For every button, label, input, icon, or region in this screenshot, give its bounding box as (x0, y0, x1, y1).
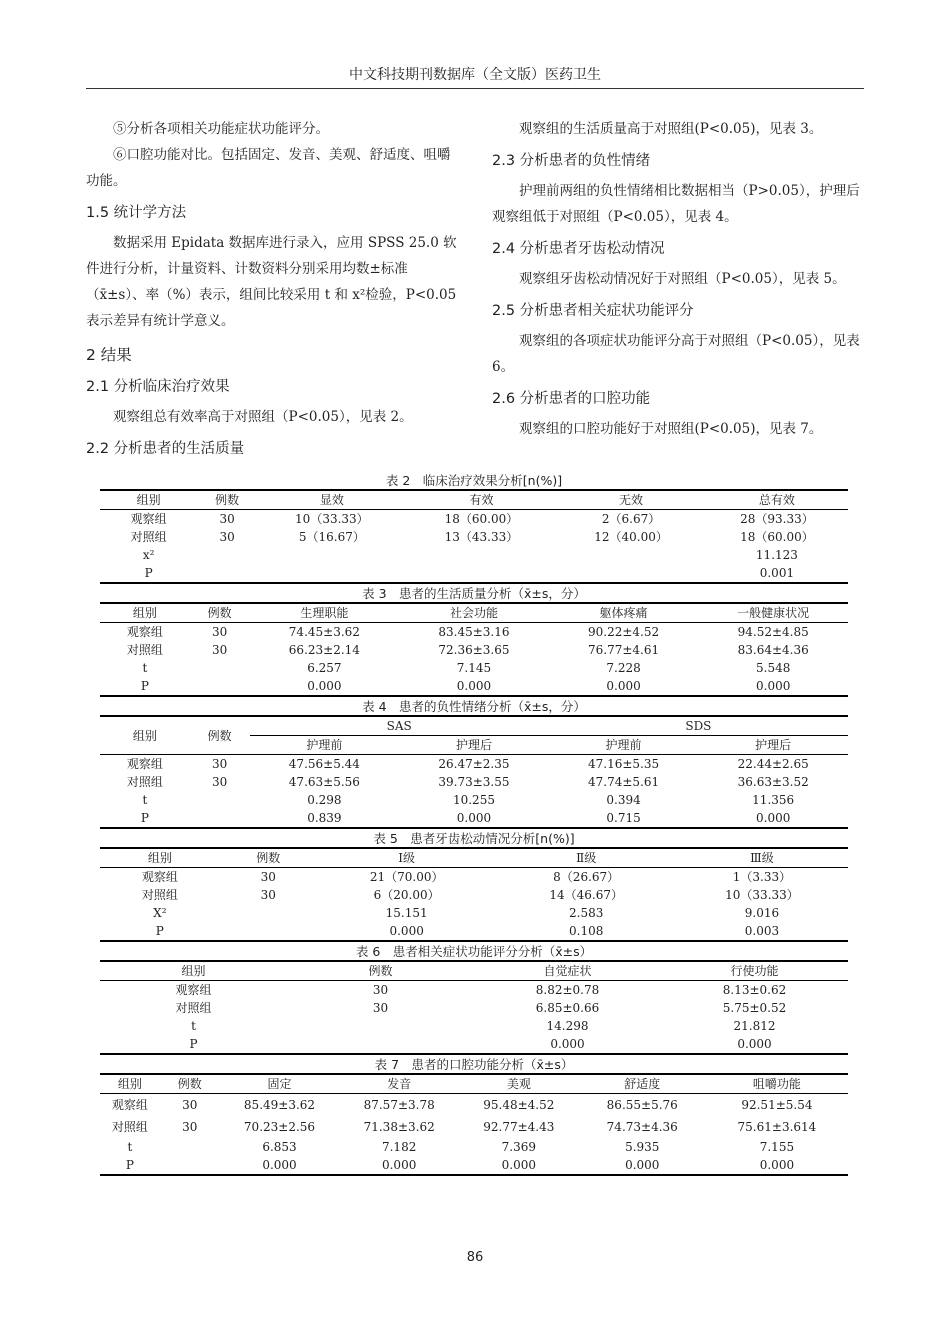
header-cell: Ⅱ级 (496, 848, 676, 868)
table-cell: 观察组 (130, 512, 167, 526)
table-header-row (100, 490, 848, 510)
table-cell (190, 659, 250, 677)
table-cell: 71.38±3.62 (363, 1119, 435, 1134)
table-cell: 30 (372, 983, 389, 997)
table-cell: t (142, 661, 148, 675)
table-cell: 30 (182, 1097, 198, 1112)
paragraph: 护理前两组的负性情绪相比数据相当（P>0.05），护理后观察组低于对照组（P<0.05），见表 4。 (492, 183, 860, 225)
header-cell: 咀嚼功能 (706, 1074, 848, 1094)
table-row (100, 528, 848, 546)
table-header-row (100, 848, 848, 868)
table-caption: 表 7 患者的口腔功能分析（x̄±s） (374, 1057, 574, 1072)
data-table (100, 602, 848, 697)
left-column (86, 116, 458, 466)
table-cell: t (127, 1140, 133, 1154)
table-cell: 10.255 (452, 793, 495, 807)
table-cell: 0.000 (625, 1158, 660, 1172)
table-cell: 6.85±0.66 (535, 1001, 600, 1015)
table-cell: t (191, 1019, 196, 1033)
header-cell: 组别 (100, 961, 287, 981)
table-cell (190, 677, 250, 696)
table-cell: 2.583 (569, 906, 604, 920)
table-row (100, 755, 848, 774)
table-cell: 92.77±4.43 (483, 1119, 555, 1134)
table-cell: 26.47±2.35 (438, 757, 510, 771)
table-cell: 30 (260, 888, 276, 902)
table-header-row (100, 961, 848, 981)
table-cell (407, 546, 557, 564)
table-cell: 观察组 (111, 1097, 148, 1112)
table-caption: 表 3 患者的生活质量分析（x̄±s，分） (362, 586, 586, 601)
table-cell: 0.000 (756, 679, 791, 693)
table-cell: 5.935 (625, 1140, 660, 1154)
table-cell (287, 1035, 474, 1054)
header-cell: 护理前 (250, 736, 400, 755)
table-cell: x² (142, 548, 155, 562)
section-heading: 2.2 分析患者的生活质量 (86, 441, 245, 457)
table-row (100, 1017, 848, 1035)
table-cell: 87.57±3.78 (363, 1097, 435, 1112)
table-cell: 18（60.00） (444, 512, 519, 526)
header-cell: 护理后 (698, 736, 848, 755)
table-cell: 7.182 (381, 1140, 417, 1154)
table-cell: 观察组 (175, 983, 212, 997)
table-row (100, 1138, 848, 1156)
table-cell: 0.000 (456, 679, 492, 693)
table-cell: 8.82±0.78 (535, 983, 600, 997)
table-row (100, 809, 848, 828)
header-cell: 组别 (100, 490, 197, 510)
header-cell: 例数 (160, 1074, 220, 1094)
table-row (100, 546, 848, 564)
table-cell: P (125, 1158, 134, 1172)
table-cell: 74.45±3.62 (288, 625, 360, 639)
table-caption: 表 5 患者牙齿松动情况分析[n(%)] (373, 831, 575, 846)
header-cell: 组别 (100, 716, 190, 755)
table-row (100, 868, 848, 887)
table-cell: 0.000 (381, 1158, 417, 1172)
table-cell: 对照组 (130, 530, 167, 544)
table-cell: 95.48±4.52 (483, 1097, 555, 1112)
table-cell: 对照组 (126, 775, 163, 789)
table-cell: 66.23±2.14 (288, 643, 360, 657)
table-cell: 0.715 (606, 811, 641, 825)
table-cell: 7.155 (759, 1140, 795, 1154)
table-row (100, 773, 848, 791)
paragraph: 观察组总有效率高于对照组（P<0.05），见表 2。 (113, 409, 413, 425)
table-header-row (100, 716, 848, 736)
data-table (100, 1073, 848, 1176)
table-cell: 6（20.00） (373, 888, 440, 902)
table-cell: 39.73±3.55 (438, 775, 510, 789)
table-cell: 0.839 (307, 811, 342, 825)
paragraph: 观察组的生活质量高于对照组(P<0.05)，见表 3。 (519, 121, 823, 137)
header-cell: Ⅲ级 (676, 848, 848, 868)
header-cell: 社会功能 (399, 603, 549, 623)
header-cell: 美观 (459, 1074, 579, 1094)
table-cell: 5（16.67） (298, 530, 365, 544)
table-cell: 21.812 (733, 1019, 776, 1033)
table-cell: 47.63±5.56 (288, 775, 360, 789)
table-cell: 0.000 (501, 1158, 537, 1172)
table-row (100, 623, 848, 642)
table-cell: 2（6.67） (601, 512, 661, 526)
header-cell: 例数 (220, 848, 317, 868)
table-cell: 11.123 (755, 548, 798, 562)
table-cell: 86.55±5.76 (606, 1097, 678, 1112)
group-header-cell: SDS (549, 716, 848, 736)
table-cell (190, 809, 250, 828)
table-row (100, 659, 848, 677)
table-cell: 对照组 (141, 888, 178, 902)
table-cell: 8.13±0.62 (722, 983, 787, 997)
table-cell (287, 1017, 474, 1035)
table-cell: 76.77±4.61 (587, 643, 660, 657)
table-cell: 6.257 (307, 661, 342, 675)
header-cell: 显效 (257, 490, 407, 510)
section-heading: 2 结果 (86, 346, 132, 364)
table-row (100, 999, 848, 1017)
data-table (100, 847, 848, 942)
table-cell: 47.56±5.44 (288, 757, 360, 771)
table-cell: 0.000 (389, 924, 424, 938)
table-cell (556, 564, 706, 583)
table-cell: 5.75±0.52 (722, 1001, 787, 1015)
table-cell (220, 922, 317, 941)
table-cell: P (144, 566, 153, 580)
table-cell: 30 (260, 870, 276, 884)
paragraph: ⑥口腔功能对比。包括固定、发音、美观、舒适度、咀嚼功能。 (86, 147, 451, 189)
table-cell: 92.51±5.54 (741, 1097, 813, 1112)
table-cell: 8（26.67） (553, 870, 620, 884)
header-cell: 总有效 (706, 490, 848, 510)
table-cell: 47.16±5.35 (587, 757, 660, 771)
table-cell: 30 (212, 643, 228, 657)
table-row (100, 791, 848, 809)
header-cell: 组别 (100, 603, 190, 623)
table-cell: 47.74±5.61 (587, 775, 660, 789)
header-cell: 生理职能 (250, 603, 400, 623)
table-cell: 0.000 (550, 1037, 585, 1051)
table-cell: P (140, 811, 149, 825)
table-cell: 36.63±3.52 (737, 775, 809, 789)
header-cell: 例数 (190, 603, 250, 623)
data-table (100, 960, 848, 1055)
data-table (100, 715, 848, 829)
table-cell: 30 (182, 1119, 198, 1134)
table-cell: 0.001 (759, 566, 795, 580)
table-cell (220, 904, 317, 922)
table-cell: 0.394 (606, 793, 641, 807)
table-cell (160, 1138, 220, 1156)
table-cell: 7.228 (606, 661, 641, 675)
table-caption: 表 2 临床治疗效果分析[n(%)] (385, 473, 563, 488)
header-cell: 固定 (220, 1074, 340, 1094)
table-cell: 7.145 (456, 661, 492, 675)
table-cell: 14.298 (546, 1019, 589, 1033)
table-caption: 表 4 患者的负性情绪分析（x̄±s，分） (362, 699, 586, 714)
group-header-cell: SAS (250, 716, 549, 736)
header-cell: 有效 (407, 490, 557, 510)
table-cell: 22.44±2.65 (737, 757, 809, 771)
table-row (100, 1035, 848, 1054)
table-cell: 7.369 (501, 1140, 537, 1154)
page-number: 86 (466, 1250, 484, 1265)
table-cell: 14（46.67） (549, 888, 623, 902)
table-cell: 30 (219, 512, 235, 526)
header-cell: 一般健康状况 (698, 603, 848, 623)
table-cell: 10（33.33） (295, 512, 369, 526)
table-cell (190, 791, 250, 809)
table-cell: 30 (212, 757, 228, 771)
table-cell (556, 546, 706, 564)
header-cell: 躯体疼痛 (549, 603, 699, 623)
table-cell: 18（60.00） (740, 530, 814, 544)
table-cell: P (140, 679, 149, 693)
table-cell: 75.61±3.614 (737, 1119, 817, 1134)
table-cell: 11.356 (752, 793, 795, 807)
table-cell: 13（43.33） (444, 530, 519, 544)
table-cell: 对照组 (126, 643, 163, 657)
table-cell: 21（70.00） (369, 870, 444, 884)
table-row (100, 886, 848, 904)
header-cell: 无效 (556, 490, 706, 510)
paragraph: 观察组牙齿松动情况好于对照组（P<0.05），见表 5。 (519, 271, 846, 287)
paragraph: 数据采用 Epidata 数据库进行录入，应用 SPSS 25.0 软件进行分析，计量资料、计数资料分别采用均数±标准（x̄±s）、率（%）表示，组间比较采用 t 和 x²检验，P<0.05 表示差异有统计学意义。 (86, 235, 457, 329)
tables-area (100, 472, 848, 1177)
table-row (100, 677, 848, 696)
table-cell: P (155, 924, 164, 938)
table-row (100, 641, 848, 659)
header-cell: 例数 (197, 490, 257, 510)
table-cell: 0.000 (456, 811, 492, 825)
section-heading: 2.4 分析患者牙齿松动情况 (492, 241, 665, 257)
table-cell: 0.108 (569, 924, 604, 938)
journal-header: 中文科技期刊数据库（全文版）医药卫生 (86, 64, 864, 89)
table-cell (197, 546, 257, 564)
table-cell: 85.49±3.62 (243, 1097, 316, 1112)
header-cell: Ⅰ级 (317, 848, 497, 868)
table-cell: 83.64±4.36 (737, 643, 809, 657)
table-header-row (100, 1074, 848, 1094)
table-cell: 6.853 (262, 1140, 297, 1154)
table-cell: 30 (219, 530, 235, 544)
header-cell: 例数 (287, 961, 474, 981)
header-cell: 舒适度 (579, 1074, 706, 1094)
section-heading: 2.1 分析临床治疗效果 (86, 379, 230, 395)
table-cell: 12（40.00） (594, 530, 668, 544)
section-heading: 2.5 分析患者相关症状功能评分 (492, 303, 694, 319)
table-cell: 10（33.33） (725, 888, 799, 902)
table-cell: 30 (212, 625, 228, 639)
section-heading: 1.5 统计学方法 (86, 205, 187, 221)
paragraph: 观察组的各项症状功能评分高于对照组（P<0.05），见表 6。 (492, 333, 860, 375)
table-cell: 28（93.33） (740, 512, 814, 526)
table-cell: 5.548 (756, 661, 791, 675)
table-row (100, 564, 848, 583)
table-cell: 83.45±3.16 (438, 625, 510, 639)
table-row (100, 510, 848, 529)
table-cell: 94.52±4.85 (737, 625, 809, 639)
paragraph: 观察组的口腔功能好于对照组(P<0.05)，见表 7。 (519, 421, 823, 437)
header-cell: 行使功能 (661, 961, 848, 981)
table-cell: P (189, 1037, 198, 1051)
table-cell (160, 1156, 220, 1175)
table-cell: 1（3.33） (732, 870, 792, 884)
header-cell: 例数 (190, 716, 250, 755)
table-cell: 74.73±4.36 (606, 1119, 678, 1134)
table-cell: 0.000 (756, 811, 791, 825)
header-cell: 发音 (339, 1074, 459, 1094)
table-cell: 0.000 (606, 679, 641, 693)
header-cell: 组别 (100, 848, 220, 868)
header-cell: 护理前 (549, 736, 699, 755)
table-row (100, 981, 848, 1000)
header-cell: 自觉症状 (474, 961, 661, 981)
table-row (100, 922, 848, 941)
table-cell: 观察组 (141, 870, 178, 884)
table-cell: 70.23±2.56 (243, 1119, 316, 1134)
table-cell: 9.016 (744, 906, 780, 920)
table-cell: 72.36±3.65 (438, 643, 510, 657)
table-cell: 0.000 (737, 1037, 772, 1051)
table-cell: 0.000 (262, 1158, 297, 1172)
table-cell: 0.000 (759, 1158, 795, 1172)
section-heading: 2.6 分析患者的口腔功能 (492, 391, 651, 407)
header-cell: 护理后 (399, 736, 549, 755)
table-cell: 0.000 (307, 679, 342, 693)
table-header-row (100, 603, 848, 623)
table-cell: 30 (212, 775, 228, 789)
table-cell: 15.151 (385, 906, 428, 920)
table-cell: 对照组 (111, 1119, 148, 1134)
section-heading: 2.3 分析患者的负性情绪 (492, 153, 651, 169)
paragraph: ⑤分析各项相关功能症状功能评分。 (113, 121, 329, 137)
table-cell: 对照组 (175, 1001, 212, 1015)
table-cell: t (142, 793, 148, 807)
table-cell (257, 546, 407, 564)
table-cell: 0.003 (744, 924, 780, 938)
table-cell: 0.298 (307, 793, 342, 807)
table-caption: 表 6 患者相关症状功能评分分析（x̄±s） (355, 944, 593, 959)
data-table (100, 489, 848, 584)
table-cell (197, 564, 257, 583)
table-cell (257, 564, 407, 583)
right-column (492, 116, 864, 442)
header-cell: 组别 (100, 1074, 160, 1094)
table-cell (407, 564, 557, 583)
table-cell: 观察组 (126, 625, 163, 639)
table-row (100, 1156, 848, 1175)
table-cell: 90.22±4.52 (587, 625, 660, 639)
table-cell: 观察组 (126, 757, 163, 771)
table-row (100, 1116, 848, 1138)
table-cell: X² (153, 906, 167, 920)
table-row (100, 904, 848, 922)
table-row (100, 1094, 848, 1117)
table-cell: 30 (372, 1001, 389, 1015)
